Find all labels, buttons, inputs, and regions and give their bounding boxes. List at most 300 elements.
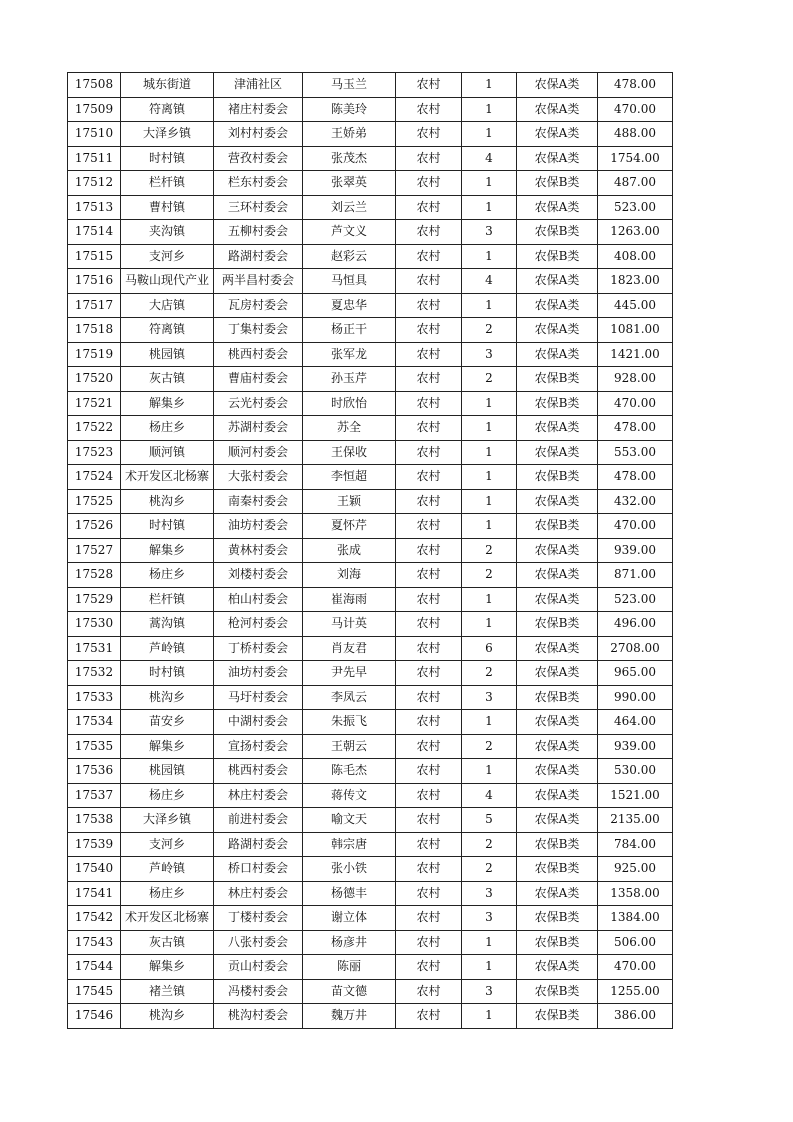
household-type-cell: 农村 [396,440,462,465]
member-count-cell: 1 [462,440,517,465]
town-cell: 蒿沟镇 [121,612,214,637]
table-row [68,440,673,465]
amount-cell: 470.00 [598,514,673,539]
table-row [68,342,673,367]
member-count-cell: 1 [462,465,517,490]
amount-cell: 939.00 [598,734,673,759]
person-name-cell: 王朝云 [303,734,396,759]
person-name-cell: 时欣怡 [303,391,396,416]
amount-cell: 464.00 [598,710,673,735]
insurance-category-cell: 农保B类 [517,391,598,416]
member-count-cell: 1 [462,122,517,147]
member-count-cell: 1 [462,416,517,441]
household-type-cell: 农村 [396,930,462,955]
person-name-cell: 王娇弟 [303,122,396,147]
table-row [68,318,673,343]
person-name-cell: 张小铁 [303,857,396,882]
household-type-cell: 农村 [396,97,462,122]
person-name-cell: 朱振飞 [303,710,396,735]
person-name-cell: 赵彩云 [303,244,396,269]
table-row [68,391,673,416]
town-cell: 桃园镇 [121,759,214,784]
member-count-cell: 6 [462,636,517,661]
amount-cell: 1521.00 [598,783,673,808]
town-cell: 桃沟乡 [121,1004,214,1029]
insurance-category-cell: 农保A类 [517,146,598,171]
person-name-cell: 杨彦井 [303,930,396,955]
household-type-cell: 农村 [396,195,462,220]
table-row [68,1004,673,1029]
town-cell: 大泽乡镇 [121,808,214,833]
town-cell: 解集乡 [121,538,214,563]
person-name-cell: 马计英 [303,612,396,637]
amount-cell: 488.00 [598,122,673,147]
household-type-cell: 农村 [396,514,462,539]
village-cell: 路湖村委会 [214,832,303,857]
town-cell: 曹村镇 [121,195,214,220]
amount-cell: 478.00 [598,73,673,98]
person-name-cell: 马玉兰 [303,73,396,98]
member-count-cell: 2 [462,367,517,392]
village-cell: 油坊村委会 [214,514,303,539]
town-cell: 符离镇 [121,97,214,122]
town-cell: 解集乡 [121,955,214,980]
member-count-cell: 3 [462,979,517,1004]
village-cell: 营孜村委会 [214,146,303,171]
household-type-cell: 农村 [396,906,462,931]
town-cell: 杨庄乡 [121,881,214,906]
record-id-cell: 17545 [68,979,121,1004]
record-id-cell: 17511 [68,146,121,171]
insurance-category-cell: 农保A类 [517,269,598,294]
table-row [68,465,673,490]
household-type-cell: 农村 [396,489,462,514]
village-cell: 桃沟村委会 [214,1004,303,1029]
record-id-cell: 17513 [68,195,121,220]
household-type-cell: 农村 [396,318,462,343]
amount-cell: 2708.00 [598,636,673,661]
household-type-cell: 农村 [396,612,462,637]
amount-cell: 432.00 [598,489,673,514]
insurance-category-cell: 农保A类 [517,293,598,318]
record-id-cell: 17525 [68,489,121,514]
person-name-cell: 夏怀芹 [303,514,396,539]
insurance-category-cell: 农保B类 [517,832,598,857]
village-cell: 桃西村委会 [214,759,303,784]
member-count-cell: 1 [462,244,517,269]
amount-cell: 530.00 [598,759,673,784]
amount-cell: 470.00 [598,391,673,416]
amount-cell: 939.00 [598,538,673,563]
town-cell: 栏杆镇 [121,171,214,196]
town-cell: 符离镇 [121,318,214,343]
village-cell: 褚庄村委会 [214,97,303,122]
record-id-cell: 17521 [68,391,121,416]
amount-cell: 2135.00 [598,808,673,833]
person-name-cell: 杨正干 [303,318,396,343]
town-cell: 桃沟乡 [121,685,214,710]
insurance-category-cell: 农保B类 [517,220,598,245]
person-name-cell: 张军龙 [303,342,396,367]
insurance-category-cell: 农保A类 [517,587,598,612]
insurance-category-cell: 农保A类 [517,661,598,686]
town-cell: 杨庄乡 [121,783,214,808]
amount-cell: 1384.00 [598,906,673,931]
table-row [68,636,673,661]
member-count-cell: 2 [462,538,517,563]
person-name-cell: 魏万井 [303,1004,396,1029]
table-row [68,514,673,539]
village-cell: 八张村委会 [214,930,303,955]
household-type-cell: 农村 [396,293,462,318]
amount-cell: 965.00 [598,661,673,686]
member-count-cell: 1 [462,195,517,220]
record-id-cell: 17524 [68,465,121,490]
table-row [68,195,673,220]
person-name-cell: 陈毛杰 [303,759,396,784]
record-id-cell: 17528 [68,563,121,588]
insurance-category-cell: 农保A类 [517,318,598,343]
village-cell: 大张村委会 [214,465,303,490]
record-id-cell: 17529 [68,587,121,612]
insurance-category-cell: 农保A类 [517,97,598,122]
household-type-cell: 农村 [396,220,462,245]
record-id-cell: 17517 [68,293,121,318]
village-cell: 桃西村委会 [214,342,303,367]
town-cell: 解集乡 [121,734,214,759]
person-name-cell: 马恒具 [303,269,396,294]
insurance-category-cell: 农保A类 [517,342,598,367]
person-name-cell: 韩宗唐 [303,832,396,857]
insurance-category-cell: 农保B类 [517,930,598,955]
person-name-cell: 谢立体 [303,906,396,931]
member-count-cell: 3 [462,220,517,245]
record-id-cell: 17540 [68,857,121,882]
village-cell: 瓦房村委会 [214,293,303,318]
person-name-cell: 崔海雨 [303,587,396,612]
household-type-cell: 农村 [396,244,462,269]
insurance-category-cell: 农保A类 [517,563,598,588]
table-row [68,783,673,808]
member-count-cell: 1 [462,293,517,318]
insurance-category-cell: 农保A类 [517,710,598,735]
person-name-cell: 芦文义 [303,220,396,245]
insurance-category-cell: 农保A类 [517,783,598,808]
village-cell: 油坊村委会 [214,661,303,686]
record-id-cell: 17534 [68,710,121,735]
amount-cell: 1081.00 [598,318,673,343]
household-type-cell: 农村 [396,808,462,833]
household-type-cell: 农村 [396,171,462,196]
town-cell: 术开发区北杨寨 [121,465,214,490]
town-cell: 杨庄乡 [121,563,214,588]
insurance-category-cell: 农保B类 [517,612,598,637]
person-name-cell: 刘海 [303,563,396,588]
household-type-cell: 农村 [396,146,462,171]
table-row [68,563,673,588]
amount-cell: 928.00 [598,367,673,392]
household-type-cell: 农村 [396,636,462,661]
insurance-category-cell: 农保A类 [517,73,598,98]
household-type-cell: 农村 [396,734,462,759]
village-cell: 马圩村委会 [214,685,303,710]
household-type-cell: 农村 [396,881,462,906]
record-id-cell: 17509 [68,97,121,122]
amount-cell: 1255.00 [598,979,673,1004]
record-id-cell: 17515 [68,244,121,269]
amount-cell: 470.00 [598,97,673,122]
table-row [68,710,673,735]
village-cell: 丁桥村委会 [214,636,303,661]
member-count-cell: 1 [462,171,517,196]
household-type-cell: 农村 [396,73,462,98]
table-row [68,734,673,759]
insurance-category-cell: 农保A类 [517,955,598,980]
amount-cell: 470.00 [598,955,673,980]
household-type-cell: 农村 [396,857,462,882]
town-cell: 芦岭镇 [121,857,214,882]
record-id-cell: 17510 [68,122,121,147]
town-cell: 马鞍山现代产业 [121,269,214,294]
record-id-cell: 17532 [68,661,121,686]
amount-cell: 1263.00 [598,220,673,245]
village-cell: 三环村委会 [214,195,303,220]
table-row [68,416,673,441]
table-row [68,489,673,514]
insurance-category-cell: 农保A类 [517,808,598,833]
record-id-cell: 17514 [68,220,121,245]
table-row [68,857,673,882]
person-name-cell: 张成 [303,538,396,563]
village-cell: 丁楼村委会 [214,906,303,931]
household-type-cell: 农村 [396,465,462,490]
person-name-cell: 夏忠华 [303,293,396,318]
amount-cell: 496.00 [598,612,673,637]
table-row [68,881,673,906]
member-count-cell: 1 [462,587,517,612]
household-type-cell: 农村 [396,122,462,147]
insurance-category-cell: 农保A类 [517,440,598,465]
member-count-cell: 3 [462,906,517,931]
record-id-cell: 17538 [68,808,121,833]
town-cell: 杨庄乡 [121,416,214,441]
insurance-category-cell: 农保A类 [517,416,598,441]
insurance-category-cell: 农保A类 [517,636,598,661]
record-id-cell: 17522 [68,416,121,441]
table-row [68,122,673,147]
table-row [68,367,673,392]
village-cell: 曹庙村委会 [214,367,303,392]
member-count-cell: 1 [462,73,517,98]
insurance-category-cell: 农保B类 [517,367,598,392]
amount-cell: 523.00 [598,195,673,220]
village-cell: 苏湖村委会 [214,416,303,441]
member-count-cell: 2 [462,857,517,882]
village-cell: 南秦村委会 [214,489,303,514]
insurance-category-cell: 农保B类 [517,1004,598,1029]
member-count-cell: 1 [462,612,517,637]
amount-cell: 1754.00 [598,146,673,171]
record-id-cell: 17546 [68,1004,121,1029]
amount-cell: 990.00 [598,685,673,710]
table-row [68,930,673,955]
household-type-cell: 农村 [396,342,462,367]
person-name-cell: 刘云兰 [303,195,396,220]
town-cell: 支河乡 [121,832,214,857]
member-count-cell: 3 [462,342,517,367]
record-id-cell: 17537 [68,783,121,808]
table-row [68,906,673,931]
amount-cell: 408.00 [598,244,673,269]
table-row [68,832,673,857]
insurance-category-cell: 农保B类 [517,465,598,490]
table-row [68,661,673,686]
insurance-category-cell: 农保A类 [517,734,598,759]
town-cell: 苗安乡 [121,710,214,735]
town-cell: 灰古镇 [121,367,214,392]
record-id-cell: 17508 [68,73,121,98]
table-row [68,685,673,710]
record-id-cell: 17523 [68,440,121,465]
amount-cell: 478.00 [598,416,673,441]
person-name-cell: 李凤云 [303,685,396,710]
person-name-cell: 杨德丰 [303,881,396,906]
person-name-cell: 王保收 [303,440,396,465]
household-type-cell: 农村 [396,685,462,710]
insurance-category-cell: 农保B类 [517,514,598,539]
person-name-cell: 肖友君 [303,636,396,661]
record-id-cell: 17512 [68,171,121,196]
village-cell: 前进村委会 [214,808,303,833]
village-cell: 宣扬村委会 [214,734,303,759]
member-count-cell: 2 [462,734,517,759]
insurance-category-cell: 农保A类 [517,759,598,784]
amount-cell: 1358.00 [598,881,673,906]
member-count-cell: 1 [462,955,517,980]
village-cell: 林庄村委会 [214,881,303,906]
village-cell: 两半昌村委会 [214,269,303,294]
person-name-cell: 陈丽 [303,955,396,980]
village-cell: 桥口村委会 [214,857,303,882]
village-cell: 贡山村委会 [214,955,303,980]
insurance-category-cell: 农保B类 [517,906,598,931]
record-id-cell: 17518 [68,318,121,343]
person-name-cell: 蒋传文 [303,783,396,808]
town-cell: 大泽乡镇 [121,122,214,147]
village-cell: 云光村委会 [214,391,303,416]
town-cell: 城东街道 [121,73,214,98]
record-id-cell: 17526 [68,514,121,539]
town-cell: 栏杆镇 [121,587,214,612]
member-count-cell: 4 [462,783,517,808]
amount-cell: 487.00 [598,171,673,196]
household-type-cell: 农村 [396,710,462,735]
member-count-cell: 2 [462,832,517,857]
member-count-cell: 1 [462,514,517,539]
table-row [68,538,673,563]
town-cell: 大店镇 [121,293,214,318]
village-cell: 路湖村委会 [214,244,303,269]
amount-cell: 1421.00 [598,342,673,367]
table-row [68,979,673,1004]
member-count-cell: 1 [462,391,517,416]
household-type-cell: 农村 [396,538,462,563]
record-id-cell: 17520 [68,367,121,392]
table-row [68,587,673,612]
record-id-cell: 17541 [68,881,121,906]
amount-cell: 523.00 [598,587,673,612]
table-row [68,759,673,784]
table-row [68,269,673,294]
record-id-cell: 17542 [68,906,121,931]
record-id-cell: 17516 [68,269,121,294]
amount-cell: 925.00 [598,857,673,882]
amount-cell: 784.00 [598,832,673,857]
amount-cell: 553.00 [598,440,673,465]
town-cell: 桃园镇 [121,342,214,367]
table-row [68,97,673,122]
member-count-cell: 2 [462,563,517,588]
village-cell: 顺河村委会 [214,440,303,465]
member-count-cell: 1 [462,97,517,122]
records-table [67,72,673,1029]
member-count-cell: 1 [462,930,517,955]
person-name-cell: 孙玉芹 [303,367,396,392]
member-count-cell: 4 [462,269,517,294]
town-cell: 术开发区北杨寨 [121,906,214,931]
insurance-category-cell: 农保B类 [517,171,598,196]
village-cell: 五柳村委会 [214,220,303,245]
household-type-cell: 农村 [396,759,462,784]
table-row [68,612,673,637]
household-type-cell: 农村 [396,563,462,588]
village-cell: 刘楼村委会 [214,563,303,588]
person-name-cell: 张茂杰 [303,146,396,171]
village-cell: 枪河村委会 [214,612,303,637]
record-id-cell: 17544 [68,955,121,980]
town-cell: 桃沟乡 [121,489,214,514]
insurance-category-cell: 农保A类 [517,881,598,906]
member-count-cell: 4 [462,146,517,171]
village-cell: 冯楼村委会 [214,979,303,1004]
insurance-category-cell: 农保A类 [517,122,598,147]
household-type-cell: 农村 [396,783,462,808]
household-type-cell: 农村 [396,367,462,392]
household-type-cell: 农村 [396,1004,462,1029]
record-id-cell: 17527 [68,538,121,563]
village-cell: 栏东村委会 [214,171,303,196]
record-id-cell: 17543 [68,930,121,955]
village-cell: 林庄村委会 [214,783,303,808]
household-type-cell: 农村 [396,587,462,612]
person-name-cell: 喻文天 [303,808,396,833]
person-name-cell: 陈美玲 [303,97,396,122]
member-count-cell: 2 [462,661,517,686]
record-id-cell: 17536 [68,759,121,784]
member-count-cell: 5 [462,808,517,833]
person-name-cell: 苏全 [303,416,396,441]
member-count-cell: 1 [462,759,517,784]
table-row [68,220,673,245]
village-cell: 刘村村委会 [214,122,303,147]
insurance-category-cell: 农保A类 [517,489,598,514]
town-cell: 解集乡 [121,391,214,416]
person-name-cell: 苗文德 [303,979,396,1004]
member-count-cell: 1 [462,710,517,735]
insurance-category-cell: 农保B类 [517,857,598,882]
town-cell: 夹沟镇 [121,220,214,245]
table-row [68,955,673,980]
